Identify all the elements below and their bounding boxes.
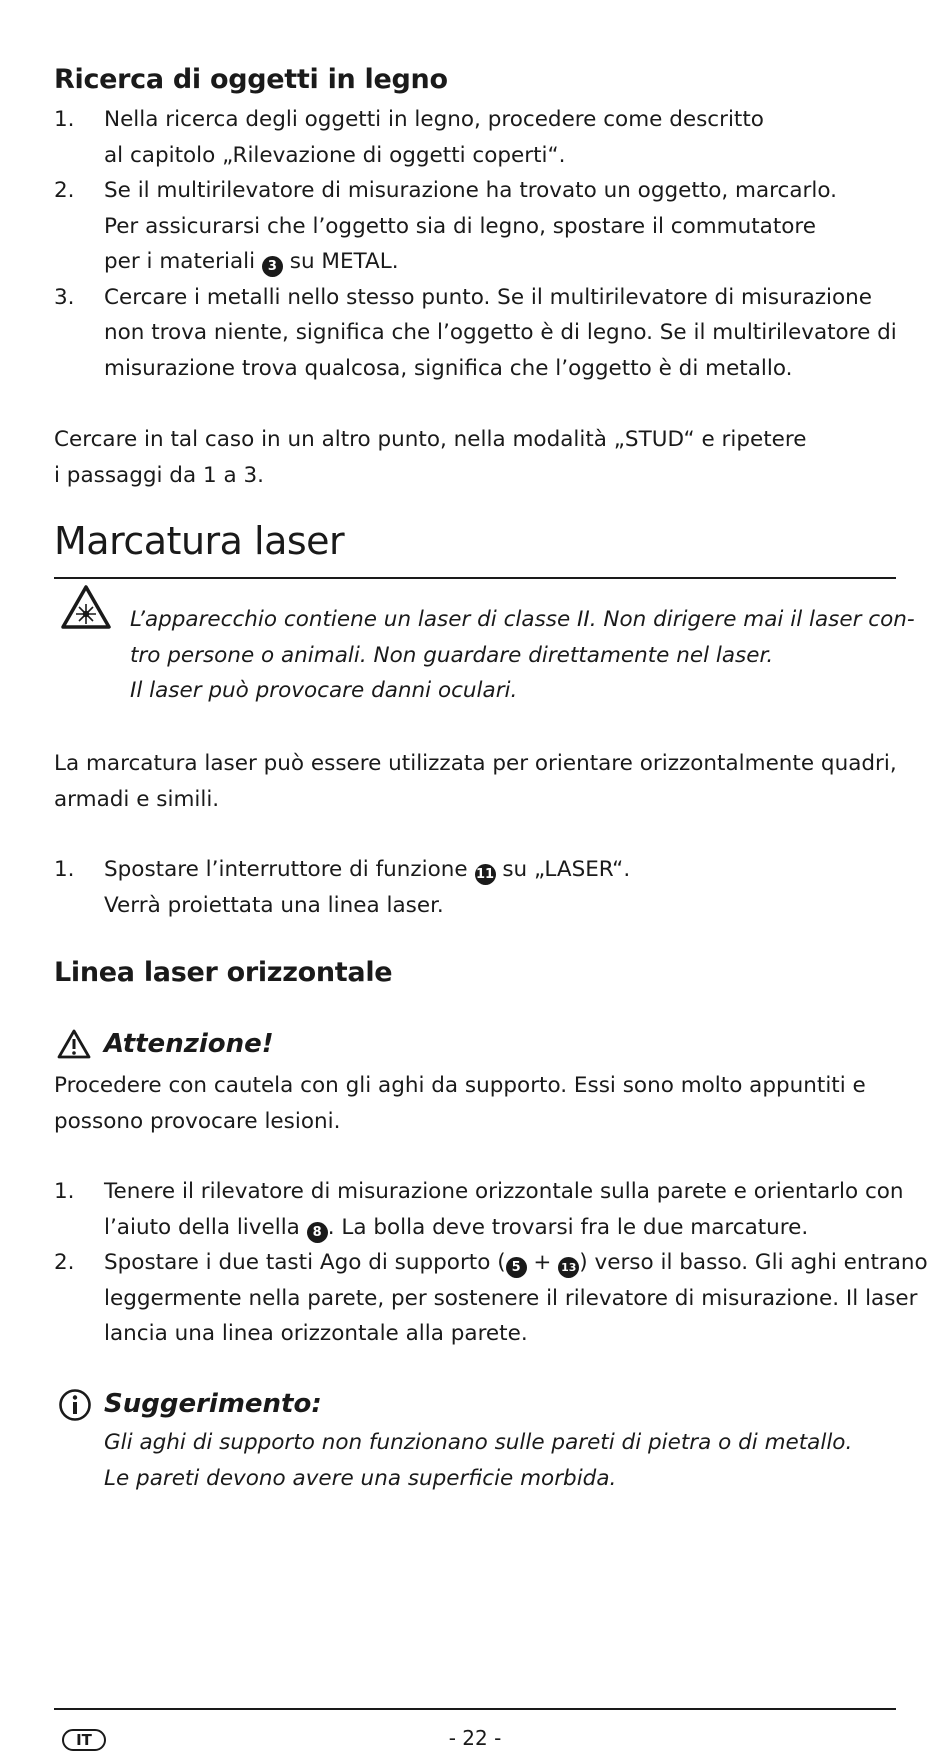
plus-sign: + [526,1250,559,1275]
item-text-post: ) verso il basso. Gli aghi entrano [579,1250,928,1275]
tip-text [104,1425,896,1496]
tip-line: Gli aghi di supporto non funzionano sulle pareti di pietra o di metallo. [104,1430,853,1455]
item-text: Verrà proiettata una linea laser. [104,892,444,918]
list-item [54,280,896,387]
item-text: leggermente nella parete, per sostenere il rilevatore di misurazione. Il laser [104,1285,918,1311]
language-badge: IT [62,1729,106,1751]
laser-intro [54,746,896,817]
item-text: Se il multirilevatore di misurazione ha trovato un oggetto, marcarlo. [104,178,837,203]
horizontal-steps-list [54,1174,928,1352]
heading-laser-marking: Marcatura laser [54,519,345,563]
laser-warning-text [130,602,915,709]
item-text: misurazione trova qualcosa, significa che l’oggetto è di metallo. [104,355,793,381]
part-reference-badge: 13 [558,1257,579,1278]
item-text [104,1210,896,1246]
item-text-pre: Spostare l’interruttore di funzione [104,857,468,882]
page-number: - 22 - [448,1726,502,1750]
item-text: Cercare i metalli nello stesso punto. Se il multirilevatore di misurazione [104,284,873,310]
footer-divider [54,1708,896,1710]
item-text [104,1245,928,1281]
part-reference-badge: 11 [475,864,496,885]
tip-title: Suggerimento: [104,1389,322,1419]
item-number: 1. [54,1179,75,1204]
info-icon [58,1388,92,1422]
attention-line: possono provocare lesioni. [54,1108,341,1134]
attention-line: Procedere con cautela con gli aghi da supporto. Essi sono molto appuntiti e [54,1073,866,1098]
laser-warning-icon [60,584,112,630]
item-text-pre: per i materiali [104,249,256,274]
wood-note [54,422,896,493]
heading-horizontal-laser: Linea laser orizzontale [54,957,393,988]
note-line: i passaggi da 1 a 3. [54,462,265,488]
item-text-pre: l’aiuto della livella [104,1214,300,1240]
section-divider [54,577,896,579]
warning-line: Il laser può provocare danni oculari. [130,678,518,703]
item-number: 2. [54,178,75,203]
item-text-post: . La bolla deve trovarsi fra le due marcature. [327,1214,809,1240]
tip-line: Le pareti devono avere una superficie morbida. [104,1465,617,1491]
item-text [104,852,896,888]
item-text-pre: Spostare i due tasti Ago di supporto ( [104,1250,506,1275]
list-item [54,1245,928,1352]
item-number: 2. [54,1250,75,1275]
item-text: Tenere il rilevatore di misurazione orizzontale sulla parete e orientarlo con [104,1179,904,1204]
item-number: 1. [54,107,75,132]
item-number: 1. [54,857,75,882]
intro-line: La marcatura laser può essere utilizzata per orientare orizzontalmente quadri, [54,751,897,776]
list-item [54,852,896,923]
item-number: 3. [54,284,75,310]
item-text-post: su METAL. [289,249,399,274]
list-item [54,1174,904,1245]
list-item [54,102,896,173]
item-text: non trova niente, significa che l’oggetto è di legno. Se il multirilevatore di [104,320,897,345]
attention-text [54,1068,896,1139]
intro-line: armadi e simili. [54,786,220,812]
item-text [104,244,896,280]
note-line: Cercare in tal caso in un altro punto, nella modalità „STUD“ e ripetere [54,427,807,452]
part-reference-badge: 8 [307,1222,328,1243]
item-text-post: su „LASER“. [502,857,631,882]
heading-wood-search: Ricerca di oggetti in legno [54,64,448,95]
item-text: al capitolo „Rilevazione di oggetti coperti“. [104,142,566,168]
item-text: Per assicurarsi che l’oggetto sia di legno, spostare il commutatore [104,213,817,239]
part-reference-badge: 3 [262,256,283,277]
item-text: lancia una linea orizzontale alla parete. [104,1321,528,1346]
wood-steps-list [54,102,896,386]
warning-triangle-icon [56,1028,92,1060]
warning-line: L’apparecchio contiene un laser di classe II. Non dirigere mai il laser con- [130,607,915,632]
attention-title: Attenzione! [104,1029,274,1059]
list-item [54,173,896,280]
laser-steps-list [54,852,896,923]
part-reference-badge: 5 [506,1257,527,1278]
warning-line: tro persone o animali. Non guardare direttamente nel laser. [130,642,774,668]
item-text: Nella ricerca degli oggetti in legno, procedere come descritto [104,107,764,132]
